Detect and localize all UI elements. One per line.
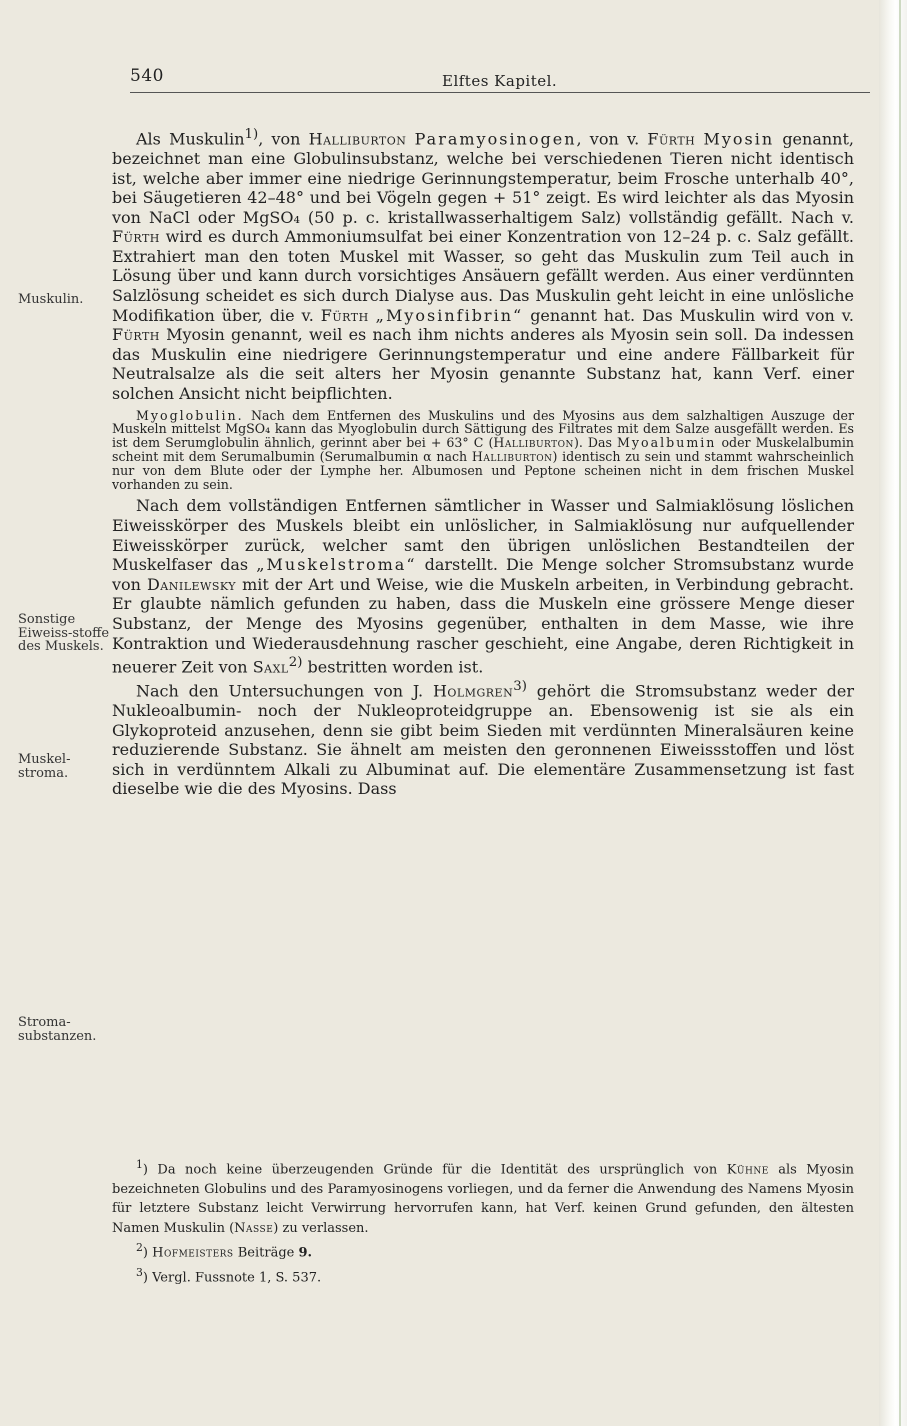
margin-note-stromasubstanzen: Stroma-substanzen.	[18, 1015, 97, 1044]
text-span: ). Das	[573, 435, 612, 451]
footnote-mark: 1	[136, 1158, 143, 1171]
margin-note-muskelstroma: Muskel-stroma.	[18, 752, 71, 781]
text-span: ) identisch zu sein und stammt wahrscheinlich nur von dem Blute oder der Lymphe her. Albumosen und Peptone scheinen nicht in dem frischen Muskel vorhanden zu sein.	[112, 449, 854, 492]
running-title: Elftes Kapitel.	[442, 72, 558, 90]
text-span: Beiträge	[237, 1245, 295, 1261]
term-paramyosinogen: Paramyosinogen	[414, 129, 577, 149]
text-span: als Myosin bezeichneten Globulins und des Paramyosinogens vorliegen, und da ferner die Anwendung des Namens Myosin für letztere Substanz leicht Verwirrung hervorrufen kann, hat Verf. keinen Grund gefunden, den ältesten Namen Muskulin (	[112, 1162, 854, 1236]
author-name: Fürth	[112, 325, 160, 345]
page-header	[130, 64, 870, 94]
text-span: genannt, bezeichnet man eine Globulinsubstanz, welche bei verschiedenen Tieren nicht identisch ist, welche aber immer eine niedrige Gerinnungstemperatur, beim Frosche unterhalb 40°, bei Säugetieren 42–48° und bei Vögeln gegen + 51° zeigt. Es wird leichter als das Myosin von NaCl oder MgSO₄ (50 p. c. kristallwasserhaltigem Salz) vollständig gefällt. Nach v.	[112, 129, 854, 227]
author-name: Kühne	[726, 1162, 769, 1178]
volume-number: 9.	[298, 1245, 313, 1261]
paragraph-stromasubstanz	[112, 677, 854, 799]
text-span: , von v.	[576, 129, 640, 149]
text-span: Nach dem Entfernen des Muskulins und des Myosins aus dem salzhaltigen Auszuge der Muskeln mittelst MgSO₄ kann das Myoglobulin durch Sättigung des Filtrates mit dem Salze ausgefällt werden. Es ist dem Serumglobulin ähnlich, gerinnt aber bei + 63° C (	[112, 407, 854, 451]
author-name: Holmgren	[432, 681, 514, 701]
text-span: Vergl. Fussnote 1, S. 537.	[152, 1270, 322, 1286]
footnote-ref-number: 2	[288, 655, 298, 671]
author-name: Fürth	[112, 227, 160, 247]
margin-note-sonstige-eiweissstoffe: Sonstige Eiweiss-stoffe des Muskels.	[18, 612, 110, 655]
text-span: Myosin genannt, weil es nach ihm nichts anderes als Myosin sein soll. Da indessen das Muskulin eine niedrigere Gerinnungstemperatur und eine andere Fällbarkeit für Neutralsalze als die seit alters her Myosin genannte Substanz hat, kann Verf. einer solchen Ansicht nicht beipflichten.	[112, 325, 854, 404]
footnote-1: $^1$) Da noch keine überzeugenden Gründe für die Identität des ursprünglich von Kühne als Myosin bezeichneten Globulins und des Paramyosinogens vorliegen, und da ferner die Anwendung des Namens Myosin für letztere Substanz leicht Verwirrung hervorrufen kann, hat Verf. keinen Grund gefunden, den ältesten Namen Muskulin (Nasse) zu verlassen.	[112, 1158, 854, 1236]
page-edge	[879, 0, 907, 1426]
author-name: Saxl	[252, 657, 289, 677]
footnote-ref-number: 3	[513, 679, 522, 695]
text-span: oder Muskelalbumin scheint mit dem Serumalbumin (Serumalbumin α nach	[112, 435, 854, 465]
footnote-3: $^3$) Vergl. Fussnote 1, S. 537.	[136, 1266, 322, 1286]
footnote-mark: 3	[136, 1266, 143, 1280]
text-span: Nach dem vollständigen Entfernen sämtlicher in Wasser und Salmiaklösung löslichen Eiweisskörper des Muskels bleibt ein unlöslicher, in Salmiaklösung nur aufquellender Eiweisskörper zurück, welcher samt den übrigen unlöslichen Bestandteilen der Muskelfaser das	[112, 496, 854, 575]
footnote-ref-2: 2)	[288, 655, 303, 671]
page-number: 540	[130, 66, 164, 86]
term-myoglobulin: Myoglobulin.	[136, 407, 244, 423]
term-myosin: Myosin	[703, 129, 775, 149]
footnotes	[112, 1155, 854, 1288]
text-span: wird es durch Ammoniumsulfat bei einer Konzentration von 12–24 p. c. Salz gefällt. Extrahiert man den toten Muskel mit Wasser, so geht das Muskulin zum Teil auch in Lösung über und kann durch vorsichtiges Ansäuern gefällt werden. Aus einer verdünnten Salzlösung scheidet es sich durch Dialyse aus. Das Muskulin geht leicht in eine unlösliche Modifikation über, die v.	[112, 227, 854, 325]
text-span: gehört die Stromsubstanz weder der Nukleoalbumin- noch der Nukleoproteidgruppe an. Ebensowenig ist sie als ein Glykoproteid anzusehen, denn sie gibt beim Sieden mit verdünnten Mineralsäuren keine reduzierende Substanz. Sie ähnelt am meisten den geronnenen Eiweissstoffen und löst sich in verdünntem Alkali zu Albuminat auf. Die elementäre Zusammensetzung ist fast dieselbe wie die des Myosins. Dass	[112, 681, 854, 799]
author-name: Halliburton	[493, 435, 574, 451]
author-name: Fürth	[647, 129, 696, 149]
term-myoalbumin: Myoalbumin	[617, 435, 717, 451]
author-name: Fürth	[320, 305, 369, 325]
footnote-ref-3: 3)	[513, 679, 527, 695]
text-span: Nach den Untersuchungen von J.	[136, 681, 424, 701]
text-span: ) zu verlassen.	[273, 1220, 369, 1236]
margin-note-muskulin: Muskulin.	[18, 292, 84, 307]
text-span: bestritten worden ist.	[307, 657, 484, 677]
text-span: darstellt. Die Menge solcher Stromsubstanz wurde von	[112, 555, 855, 594]
paragraph-muskulin	[112, 125, 854, 404]
footnote-ref-1: 1)	[244, 127, 259, 142]
author-name: Halliburton	[471, 449, 553, 465]
footnote-2: $^2$) Hofmeisters Beiträge 9.	[136, 1241, 313, 1261]
author-name: Danilewsky	[146, 574, 237, 594]
term-myosinfibrin: „Myosinfibrin“	[375, 305, 524, 325]
author-name: Halliburton	[308, 129, 407, 149]
term-muskelstroma: „Muskelstroma“	[256, 555, 417, 575]
edge-strip	[899, 0, 901, 1426]
author-name: Nasse	[234, 1220, 274, 1236]
text-span: Da noch keine überzeugenden Gründe für die Identität des ursprünglich von	[157, 1162, 718, 1178]
header-rule	[130, 92, 870, 93]
text-span: genannt hat. Das Muskulin wird von v.	[530, 305, 855, 325]
footnote-mark: 2	[136, 1241, 143, 1255]
footnote-ref-number: 1	[244, 127, 253, 142]
paragraph-muskelstroma	[112, 496, 854, 677]
text-span: , von	[258, 129, 301, 149]
body-text	[112, 125, 854, 799]
paragraph-myoglobulin	[112, 409, 854, 492]
text-span: Als Muskulin	[136, 129, 245, 149]
author-name: Hofmeisters	[152, 1245, 234, 1261]
text-span: mit der Art und Weise, wie die Muskeln arbeiten, in Verbindung gebracht. Er glaubte nämlich gefunden zu haben, dass die Muskeln eine grössere Menge dieser Substanz, der Menge des Myosins gegenüber, enthalten in dem Masse, wie ihre Kontraktion und Wiederausdehnung rascher geschieht, eine Angabe, deren Richtigkeit in neuerer Zeit von	[112, 574, 855, 677]
